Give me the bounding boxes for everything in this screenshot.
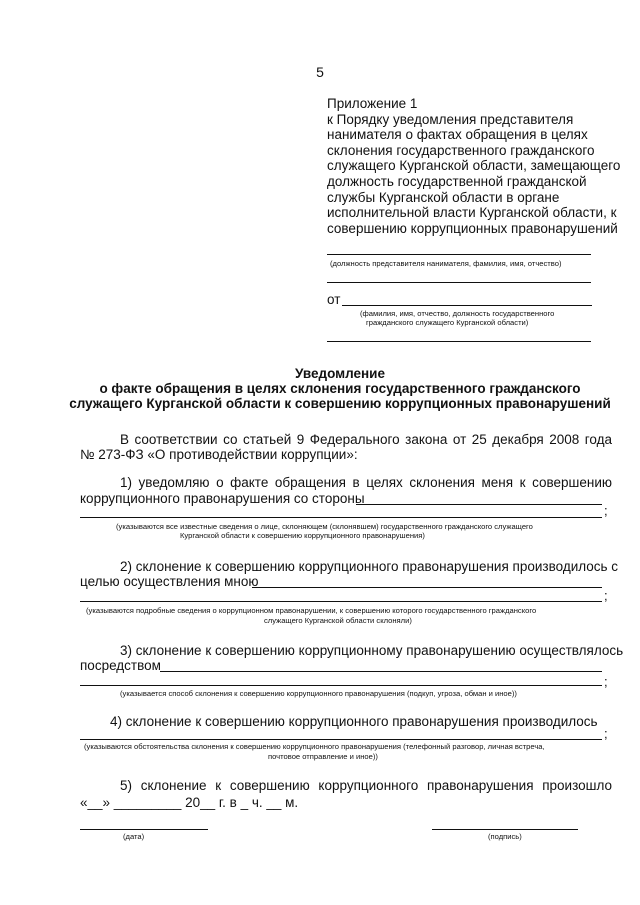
item-3-field-line[interactable] xyxy=(160,671,602,672)
item-5-line-2[interactable]: «__» _________ 20__ г. в _ ч. __ м. xyxy=(80,795,299,810)
document-title: Уведомление xyxy=(294,366,385,381)
signature-caption: (подпись) xyxy=(488,832,522,841)
item-3-caption-1: (указывается способ склонения к совершению коррупционного правонарушения (подкуп, угроза, обман и иное)) xyxy=(120,689,517,698)
item-1-line-1: 1) уведомляю о факте обращения в целях склонения меня к совершению xyxy=(120,475,612,490)
item-4-semicolon: ; xyxy=(604,726,608,741)
item-1-semicolon: ; xyxy=(604,503,608,518)
appendix-line: служащего Курганской области, замещающего xyxy=(327,158,621,174)
document-subtitle-1: о факте обращения в целях склонения государственного гражданского xyxy=(99,381,581,396)
item-2-caption-2: служащего Курганской области склоняли) xyxy=(264,616,412,625)
item-3-field-line-2[interactable] xyxy=(80,685,602,686)
intro-line-1: В соответствии со статьей 9 Федерального закона от 25 декабря 2008 года xyxy=(120,432,612,447)
item-2-field-line-2[interactable] xyxy=(80,601,602,602)
item-1-field-line[interactable] xyxy=(356,504,602,505)
page-number: 5 xyxy=(316,64,324,80)
from-label: от xyxy=(327,292,341,307)
item-3-line-1: 3) склонение к совершению коррупционному правонарушению осуществлялось xyxy=(120,643,624,658)
intro-line-2: № 273-ФЗ «О противодействии коррупции»: xyxy=(80,447,358,462)
appendix-line: службы Курганской области в органе xyxy=(327,189,560,205)
item-2-caption-1: (указываются подробные сведения о коррупционном правонарушении, к совершению которого государственного гражданского xyxy=(86,606,537,615)
item-1-caption-1: (указываются все известные сведения о лице, склоняющем (склонявшем) государственного гражданского служащего xyxy=(116,522,533,531)
date-field-line[interactable] xyxy=(80,829,208,830)
item-5-line-1: 5) склонение к совершению коррупционного правонарушения произошло xyxy=(120,778,612,793)
item-3-line-2: посредством xyxy=(80,658,161,673)
appendix-line: исполнительной власти Курганской области, к xyxy=(327,205,617,221)
appendix-line: должность государственной гражданской xyxy=(327,173,587,189)
item-2-line-1: 2) склонение к совершению коррупционного правонарушения производилось с xyxy=(120,559,619,574)
item-4-caption-1: (указываются обстоятельства склонения к совершению коррупционного правонарушения (телефонный разговор, личная встреча, xyxy=(84,742,545,751)
item-4-field-line[interactable] xyxy=(80,739,602,740)
from-field-line-2[interactable] xyxy=(327,341,591,342)
item-1-line-2: коррупционного правонарушения со стороны xyxy=(80,491,365,506)
item-4-line-1: 4) склонение к совершению коррупционного правонарушения производилось xyxy=(110,714,598,729)
item-4-caption-2: почтовое отправление и иное)) xyxy=(268,752,378,761)
appendix-line: склонения государственного гражданского xyxy=(327,142,595,158)
employer-field-line-2[interactable] xyxy=(327,282,591,283)
from-caption-1: (фамилия, имя, отчество, должность государственного xyxy=(360,309,555,318)
appendix-line: к Порядку уведомления представителя xyxy=(327,111,574,127)
item-3-semicolon: ; xyxy=(604,674,608,689)
item-1-field-line-2[interactable] xyxy=(80,517,602,518)
from-field-line[interactable] xyxy=(342,305,592,306)
employer-caption: (должность представителя нанимателя, фамилия, имя, отчество) xyxy=(330,259,562,268)
from-caption-2: гражданского служащего Курганской области) xyxy=(366,318,529,327)
item-2-field-line[interactable] xyxy=(252,587,602,588)
date-caption: (дата) xyxy=(123,832,145,841)
employer-field-line[interactable] xyxy=(327,254,591,255)
appendix-title: Приложение 1 xyxy=(327,96,418,111)
signature-field-line[interactable] xyxy=(432,829,578,830)
appendix-line: нанимателя о фактах обращения в целях xyxy=(327,127,588,143)
item-2-line-2: целью осуществления мною xyxy=(80,574,259,589)
item-1-caption-2: Курганской области к совершению коррупционного правонарушения) xyxy=(180,531,425,540)
item-2-semicolon: ; xyxy=(604,588,608,603)
appendix-line: совершению коррупционных правонарушений xyxy=(327,220,618,236)
document-subtitle-2: служащего Курганской области к совершению коррупционных правонарушений xyxy=(69,396,611,411)
appendix-block xyxy=(327,96,627,236)
